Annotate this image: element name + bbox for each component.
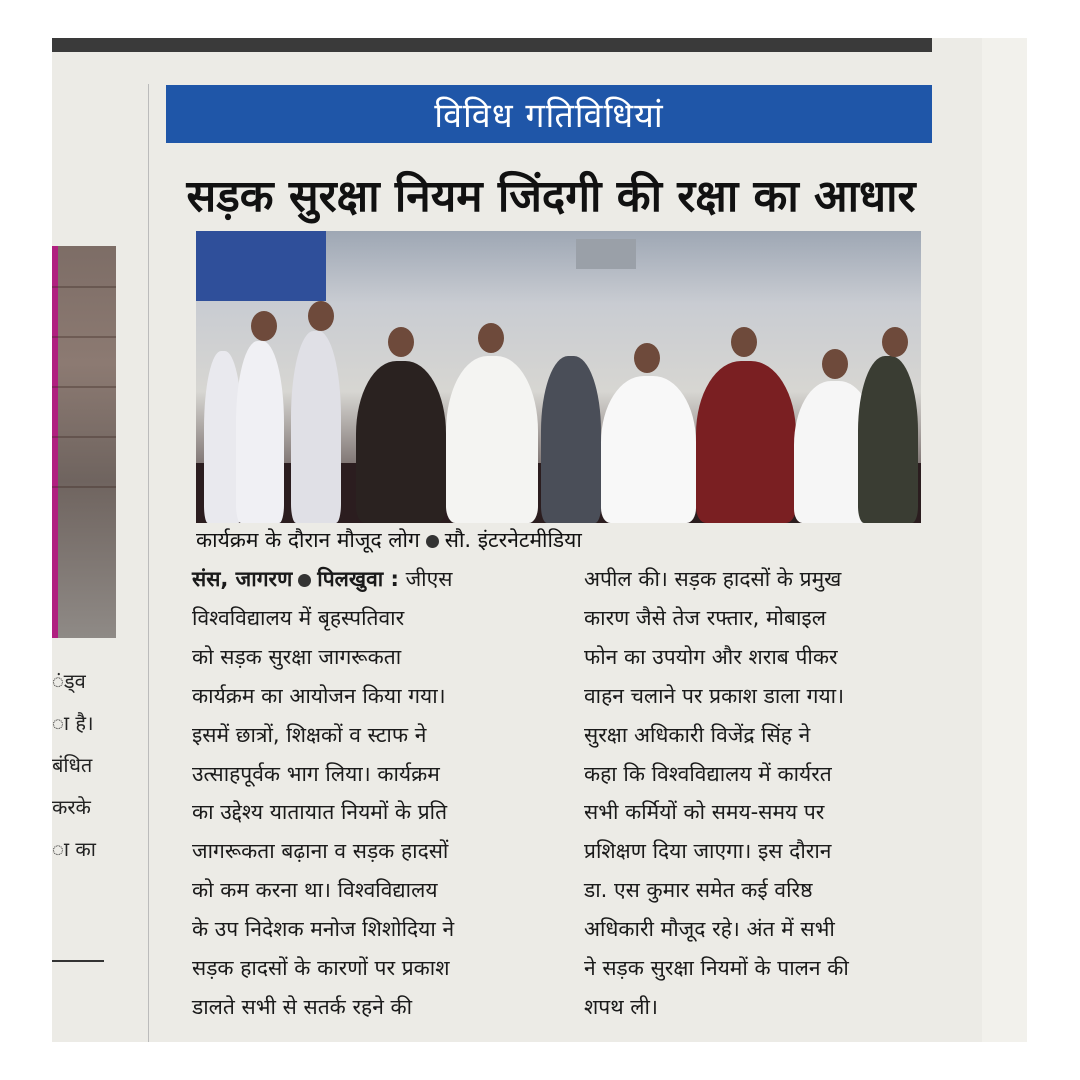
page-edge xyxy=(982,38,1027,1042)
dateline-place: पिलखुवा : xyxy=(317,567,399,591)
newspaper-page xyxy=(52,38,1027,1042)
text-line: को सड़क सुरक्षा जागरूकता xyxy=(192,644,402,669)
text-line: सड़क हादसों के कारणों पर प्रकाश xyxy=(192,956,450,981)
article-column-1 xyxy=(192,560,572,1027)
text-line: सभी कर्मियों को समय-समय पर xyxy=(584,800,825,825)
caption-credit: सौ. इंटरनेटमीडिया xyxy=(444,528,582,552)
text-line: डा. एस कुमार समेत कई वरिष्ठ xyxy=(584,878,813,903)
text-line: कार्यक्रम का आयोजन किया गया। xyxy=(192,683,446,708)
text-line: कारण जैसे तेज रफ्तार, मोबाइल xyxy=(584,605,826,630)
text-line: का उद्देश्य यातायात नियमों के प्रति xyxy=(192,800,448,825)
text-line: के उप निदेशक मनोज शिशोदिया ने xyxy=(192,917,455,942)
photo-caption xyxy=(196,526,896,554)
text-line: को कम करना था। विश्वविद्यालय xyxy=(192,878,438,903)
text-line: फोन का उपयोग और शराब पीकर xyxy=(584,644,838,669)
text-line: जागरूकता बढ़ाना व सड़क हादसों xyxy=(192,839,449,864)
bullet-icon xyxy=(298,574,311,587)
text-line: ने सड़क सुरक्षा नियमों के पालन की xyxy=(584,956,849,981)
bullet-icon xyxy=(426,535,439,548)
article-headline: सड़क सुरक्षा नियम जिंदगी की रक्षा का आधार xyxy=(186,171,916,222)
group-photo xyxy=(196,231,921,523)
column-rule xyxy=(148,84,149,1042)
text-line: उत्साहपूर्वक भाग लिया। कार्यक्रम xyxy=(192,761,440,786)
text-line: इसमें छात्रों, शिक्षकों व स्टाफ ने xyxy=(192,722,427,747)
text-line: प्रशिक्षण दिया जाएगा। इस दौरान xyxy=(584,839,832,864)
text-line: अपील की। सड़क हादसों के प्रमुख xyxy=(584,567,842,591)
adjacent-article-photo xyxy=(52,246,116,638)
article-column-2 xyxy=(584,560,944,1027)
text-line: विश्वविद्यालय में बृहस्पतिवार xyxy=(192,605,405,630)
adjacent-article-rule xyxy=(52,960,104,962)
section-band xyxy=(166,85,932,143)
top-rule xyxy=(52,38,932,52)
text-line: अधिकारी मौजूद रहे। अंत में सभी xyxy=(584,917,835,942)
section-title: विविध गतिविधियां xyxy=(434,96,664,136)
text-line: सुरक्षा अधिकारी विजेंद्र सिंह ने xyxy=(584,722,811,747)
caption-text: कार्यक्रम के दौरान मौजूद लोग xyxy=(196,528,420,552)
dateline-source: संस, जागरण xyxy=(192,567,293,591)
text-line: डालते सभी से सतर्क रहने की xyxy=(192,994,413,1019)
text-line: वाहन चलाने पर प्रकाश डाला गया। xyxy=(584,683,845,708)
text-line: शपथ ली। xyxy=(584,994,658,1019)
adjacent-article-text: ंड्व ा है। बंधित करके ा का xyxy=(52,669,96,861)
text-line: कहा कि विश्वविद्यालय में कार्यरत xyxy=(584,761,832,786)
text-line: संस, जागरण पिलखुवा : जीएस xyxy=(192,567,453,591)
